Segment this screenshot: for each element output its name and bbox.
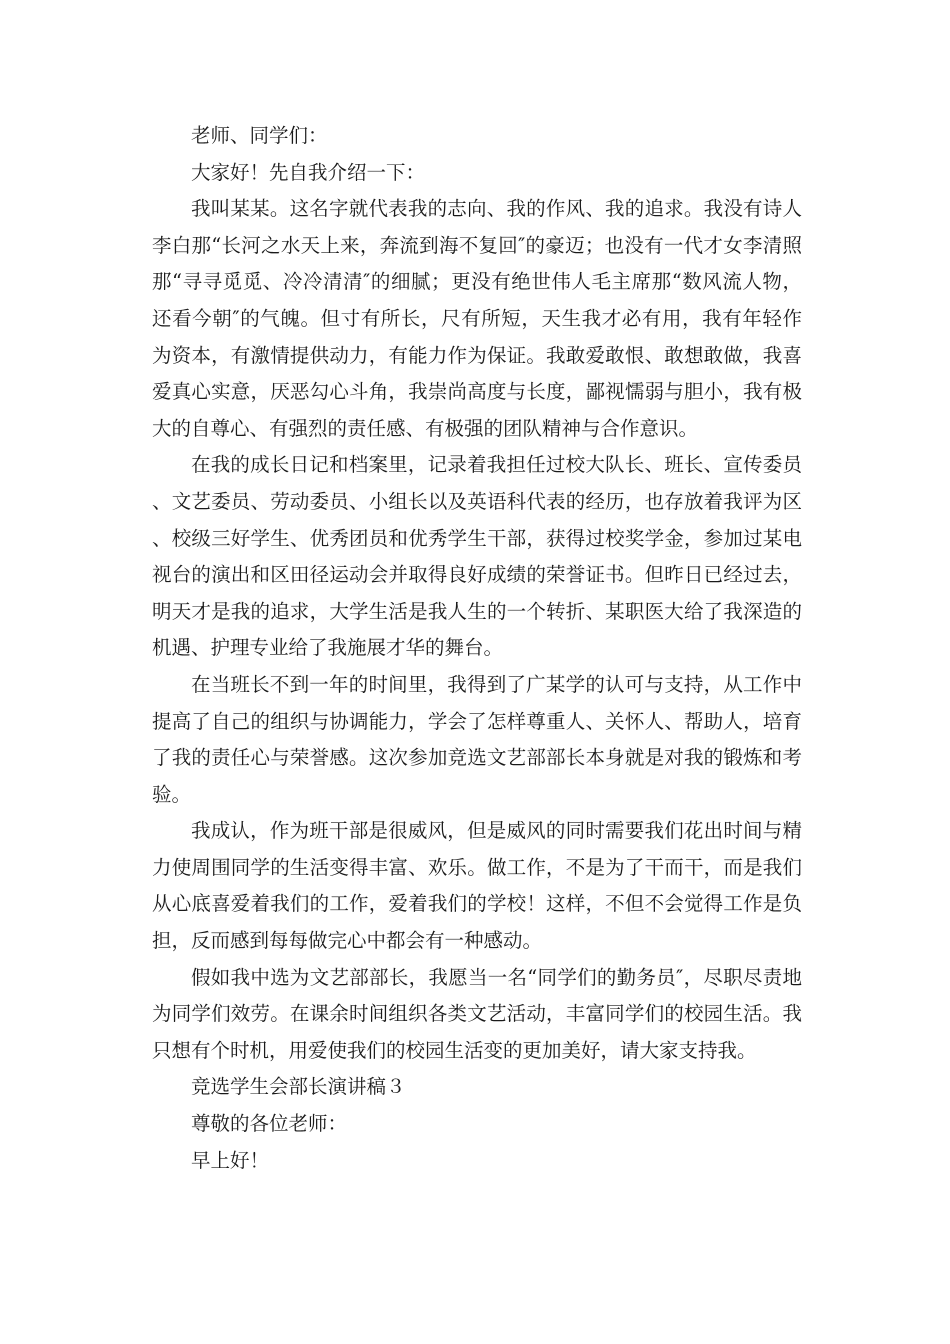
paragraph-self-intro: 我叫某某。这名字就代表我的志向、我的作风、我的追求。我没有诗人李白那“长河之水天上来，奔流到海不复回″的豪迈；也没有一代才女李清照那“寻寻觅觅、冷冷清清″的细腻；更没有绝世伟人毛主席那“数风流人物，还看今朝″的气魄。但寸有所长，尺有所短，天生我才必有用，我有年轻作为资本，有激情提供动力，有能力作为保证。我敢爱敢恨、敢想敢做，我喜爱真心实意，厌恶勾心斗角，我崇尚高度与长度，鄙视懦弱与胆小，我有极大的自尊心、有强烈的责任感、有极强的团队精神与合作意识。 [152, 197, 802, 440]
document-page [152, 118, 802, 1179]
paragraph-pledge: 假如我中选为文艺部部长，我愿当一名“同学们的勤务员″，尽职尽责地为同学们效劳。在课余时间组织各类文艺活动，丰富同学们的校园生活。我只想有个时机，用爱使我们的校园生活变的更加美好，请大家支持我。 [152, 965, 802, 1062]
paragraph-class-monitor: 在当班长不到一年的时间里，我得到了广某学的认可与支持，从工作中提高了自己的组织与协调能力，学会了怎样尊重人、关怀人、帮助人，培育了我的责任心与荣誉感。这次参加竞选文艺部部长本身就是对我的锻炼和考验。 [152, 672, 802, 806]
greeting: 大家好！先自我介绍一下： [191, 160, 426, 184]
paragraph-experience: 在我的成长日记和档案里，记录着我担任过校大队长、班长、宣传委员、文艺委员、劳动委员、小组长以及英语科代表的经历，也存放着我评为区、校级三好学生、优秀团员和优秀学生干部，获得过校奖学金，参加过某电视台的演出和区田径运动会并取得良好成绩的荣誉证书。但昨日已经过去，明天才是我的追求，大学生活是我人生的一个转折、某职医大给了我深造的机遇、护理专业给了我施展才华的舞台。 [152, 453, 802, 660]
salutation-2: 尊敬的各位老师： [191, 1112, 348, 1136]
section-title: 竞选学生会部长演讲稿３ [191, 1075, 406, 1099]
greeting-2: 早上好！ [191, 1148, 270, 1172]
salutation: 老师、同学们： [191, 124, 328, 147]
paragraph-admission: 我成认，作为班干部是很威风，但是威风的同时需要我们花出时间与精力使周围同学的生活变得丰富、欢乐。做工作，不是为了干而干，而是我们从心底喜爱着我们的工作，爱着我们的学校！这样，不但不会觉得工作是负担，反而感到每每做完心中都会有一种感动。 [152, 819, 802, 953]
